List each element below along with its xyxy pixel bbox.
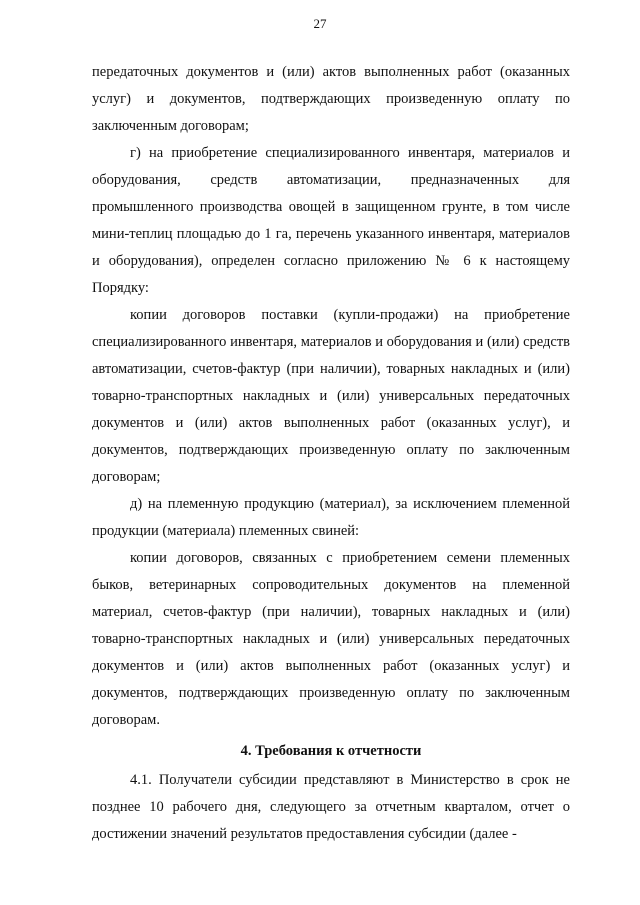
- paragraph-docs-g: копии договоров поставки (купли-продажи) на приобретение специализированного инвентаря, материалов и оборудования и (или) средств автоматизации, счетов-фактур (при наличии), товарных накладных и (или) товарно-транспортных накладных и (или) универсальных передаточных документов и (или) актов выполненных работ (оказанных услуг), и документов, подтверждающих произведенную оплату по заключенным договорам;: [92, 307, 570, 485]
- paragraph-section-4-1: 4.1. Получатели субсидии представляют в Министерство в срок не позднее 10 рабочего дня, следующего за отчетным кварталом, отчет о достижении значений результатов предоставления субсидии (далее -: [92, 772, 570, 842]
- paragraph-continuation: передаточных документов и (или) актов выполненных работ (оказанных услуг) и документов, подтверждающих произведенную оплату по заключенным договорам;: [92, 64, 570, 134]
- paragraph-docs-d: копии договоров, связанных с приобретением семени племенных быков, ветеринарных сопроводительных документов на племенной материал, счетов-фактур (при наличии), товарных накладных и (или) товарно-транспортных накладных и (или) универсальных передаточных документов и (или) актов выполненных работ (оказанных услуг) и документов, подтверждающих произведенную оплату по заключенным договорам.: [92, 550, 570, 728]
- paragraph-item-g: г) на приобретение специализированного инвентаря, материалов и оборудования, средств автоматизации, предназначенных для промышленного производства овощей в защищенном грунте, в том числе мини-теплиц площадью до 1 га, перечень указанного инвентаря, материалов и оборудования), определен согласно приложению № 6 к настоящему Порядку:: [92, 145, 570, 296]
- paragraph-item-d: д) на племенную продукцию (материал), за исключением племенной продукции (материала) племенных свиней:: [92, 496, 570, 539]
- document-body: [92, 59, 570, 848]
- section-heading: 4. Требования к отчетности: [240, 743, 422, 759]
- page-number: 27: [313, 16, 327, 31]
